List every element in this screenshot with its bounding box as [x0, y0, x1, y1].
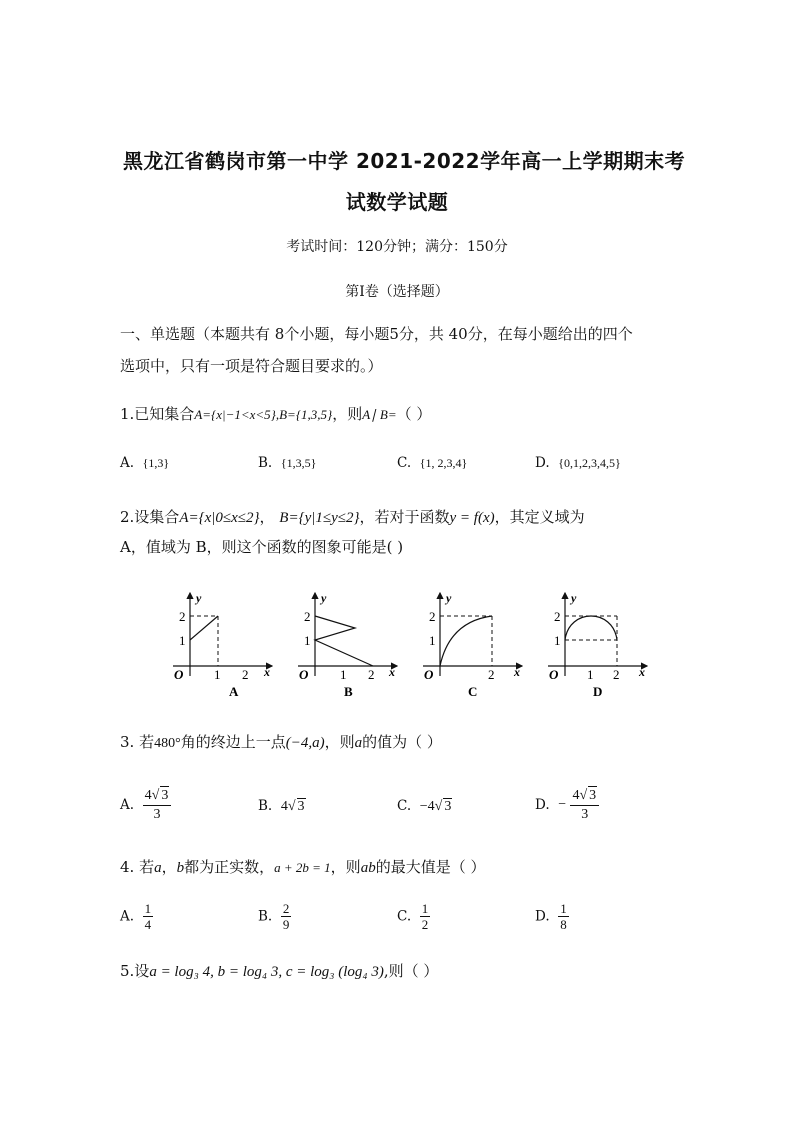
graph-c-x-label: x [514, 665, 520, 679]
question-3: 3. 若480°角的终边上一点(−4,a)，则a的值为（ ） [120, 733, 442, 751]
graph-d-origin: O [549, 667, 559, 682]
q1-paren: （ ） [396, 405, 432, 423]
section-heading-line2: 选项中，只有一项是符合题目要求的。） [120, 357, 383, 375]
q3-option-b: B. 4√ 3 [258, 798, 305, 814]
q3-point: (−4,a) [285, 735, 325, 751]
q3-option-a: A. $\frac{4√ 3}{3}$ [120, 786, 171, 824]
graph-c-ytick-1: 1 [429, 633, 436, 648]
graph-b-x-label: x [389, 665, 395, 679]
graph-b-y-label: y [321, 591, 327, 605]
graph-b-ytick-1: 1 [304, 633, 311, 648]
paper-title-line2: 试数学试题 [345, 190, 449, 214]
q4-option-a: A. $\frac{1}{4}$ [120, 901, 152, 932]
graph-b-origin: O [299, 667, 309, 682]
q2-func: y = f(x) [449, 510, 495, 526]
graph-a [173, 591, 272, 699]
graph-d-caption: D [593, 684, 603, 699]
graph-b-xtick-1: 1 [340, 667, 347, 682]
q1-option-a: A. {1,3} [120, 455, 170, 471]
graph-d-x-label: x [639, 665, 645, 679]
graph-a-caption: A [229, 684, 239, 699]
q2-set-a: A={x|0≤x≤2} [179, 510, 260, 526]
graph-c-y-label: y [446, 591, 452, 605]
graph-c-origin: O [424, 667, 434, 682]
graph-c-ytick-2: 2 [429, 609, 436, 624]
question-5: 5.设a = log₃ 4, b = log₄ 3, c = log₃ (log₄ 3),则（ ） [120, 962, 439, 980]
graph-d-ytick-2: 2 [554, 609, 561, 624]
q3-option-c: C. −4√ 3 [397, 798, 452, 814]
graph-b-caption: B [344, 684, 353, 699]
graph-b-ytick-2: 2 [304, 609, 311, 624]
question-2: 2.设集合A={x|0≤x≤2}， B={y|1≤y≤2}，若对于函数y = f(x)，其定义域为 [120, 508, 585, 526]
q1-math2: A∣ B= [362, 407, 397, 422]
q4-option-c: C. $\frac{1}{2}$ [397, 901, 429, 932]
graph-d-xtick-2: 2 [613, 667, 620, 682]
q1-option-c: C. {1, 2,3,4} [397, 455, 468, 471]
paper-title-line1: 黑龙江省鹤岗市第一中学 2021-2022学年高一上学期期末考 [123, 149, 686, 173]
graph-a-xtick-2: 2 [242, 667, 249, 682]
volume-heading: 第Ⅰ卷（选择题） [345, 284, 449, 300]
q1-math: A={x|−1<x<5},B={1,3,5} [194, 407, 333, 422]
q4-option-b: B. $\frac{2}{9}$ [258, 901, 290, 932]
graph-a-ytick-2: 2 [179, 609, 186, 624]
q4-option-d: D. $\frac{1}{8}$ [535, 901, 567, 932]
q2-set-b: B={y|1≤y≤2} [279, 510, 360, 526]
q4-equation: a + 2b = 1 [274, 860, 331, 875]
q2-prefix: 2.设集合 [120, 508, 180, 526]
exam-info: 考试时间：120分钟；满分：150分 [286, 239, 508, 255]
graph-a-origin: O [174, 667, 184, 682]
graph-a-y-label: y [196, 591, 202, 605]
q3-angle: 480° [154, 736, 181, 751]
graph-c-xtick-2: 2 [488, 667, 495, 682]
question-1 [120, 403, 431, 426]
graph-a-ytick-1: 1 [179, 633, 186, 648]
graph-d [548, 591, 647, 699]
graph-c-caption: C [468, 684, 478, 699]
graph-b [298, 591, 397, 699]
q1-prefix: 1.已知集合 [120, 405, 195, 423]
q1-mid: ，则 [332, 405, 363, 423]
q1-option-b: B. {1,3,5} [258, 455, 317, 471]
section-heading-line1: 一、单选题（本题共有 8个小题，每小题5分，共 40分，在每小题给出的四个 [120, 325, 633, 343]
graph-d-ytick-1: 1 [554, 633, 561, 648]
graph-d-y-label: y [571, 591, 577, 605]
graph-b-xtick-2: 2 [368, 667, 375, 682]
graph-c [423, 591, 522, 699]
question-4: 4. 若a，b都为正实数，a + 2b = 1，则ab的最大值是（ ） [120, 858, 486, 876]
graph-a-x-label: x [264, 665, 270, 679]
q3-option-d: D. − $\frac{4√ 3}{3}$ [535, 786, 599, 824]
q1-option-d: D. {0,1,2,3,4,5} [535, 455, 621, 471]
graph-a-xtick-1: 1 [214, 667, 221, 682]
q2-graphs [160, 588, 650, 700]
q5-math: a = log₃ 4, b = log₄ 3, c = log₃ (log₄ 3) [149, 964, 384, 980]
graph-d-xtick-1: 1 [587, 667, 594, 682]
q2-line2: A，值域为 B，则这个函数的图象可能是( ) [120, 538, 404, 556]
